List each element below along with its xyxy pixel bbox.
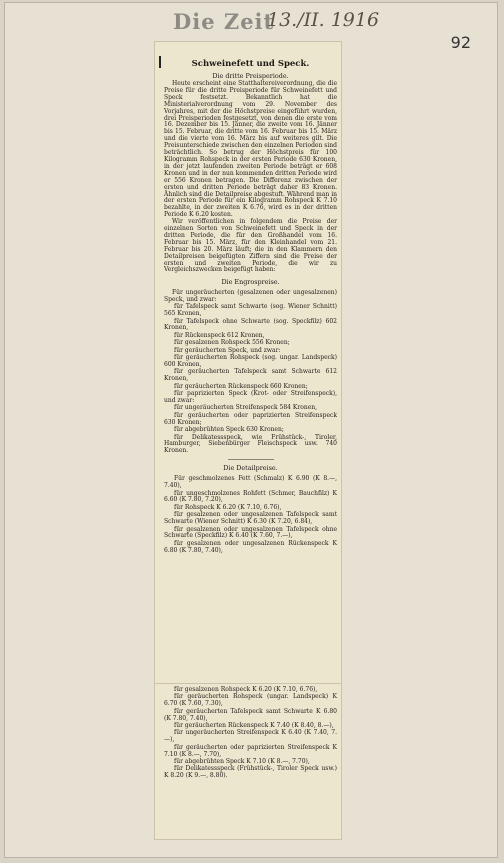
article-column-continued — [155, 684, 341, 780]
engros-intro: Für ungeräucherten (gesalzenen oder ungesalzenen) Speck, und zwar: — [164, 289, 337, 304]
article-paragraph: Wir veröffentlichen in folgendem die Preise der einzelnen Sorten von Schweinefett und Speck in der dritten Periode, die für den Großhandel vom 16. Februar bis 15. März, für den Kleinhandel vom 21. Februar bis 20. März läuft; die in den Klammern den Detailpreisen beigefügten Ziffern sind die Preise der ersten und zweiten Periode, die wir zu Vergleichszwecken beigefügt haben: — [164, 218, 337, 274]
price-item: für Rückenspeck 612 Kronen, — [174, 331, 265, 339]
price-item: für Tafelspeck ohne Schwarte (sog. Speckfilz) 602 Kronen, — [164, 317, 337, 332]
price-item: für geräucherten Speck, und zwar: — [174, 346, 281, 354]
price-item: für gesalzenen Rohspeck 556 Kronen; — [174, 339, 290, 347]
price-item: für geräucherten Rohspeck (sog. ungar. Landspeck) 600 Kronen, — [164, 354, 337, 368]
price-item: für geräucherten Tafelspeck samt Schwarte 612 Kronen, — [164, 368, 337, 383]
page-number: 92 — [450, 33, 471, 52]
price-item: für gesalzenen Rohspeck K 6.20 (K 7.10, 6.76), — [174, 686, 318, 693]
price-item: für gesalzenen oder ungesalzenen Rückenspeck K 6.80 (K 7.80, 7.40), — [164, 539, 337, 554]
handwritten-date: 13./II. 1916 — [267, 9, 380, 31]
price-item: für geräucherten Rückenspeck 660 Kronen; — [174, 382, 308, 390]
section-heading-engros: Die Engrospreise. — [221, 278, 280, 287]
price-item: für gesalzenen oder ungesalzenen Tafelspeck ohne Schwarte (Speckfilz) K 6.40 (K 7.60, 7.—), — [164, 525, 337, 540]
article-title: Schweinefett und Speck. — [191, 59, 310, 69]
section-heading-detail: Die Detailpreise. — [223, 464, 278, 473]
price-item: für ungeschmolzenes Rohfett (Schmer, Bauchfilz) K 6.60 (K 7.80, 7.20), — [164, 489, 337, 504]
price-item: für geräucherten Tafelspeck samt Schwarte K 6.80 (K 7.80, 7.40), — [164, 707, 337, 722]
price-item: für paprizierten Speck (Krot- oder Streifenspeck), und zwar: — [164, 390, 337, 404]
newspaper-masthead: Die Zeit — [173, 9, 275, 34]
price-item: für ungeräucherten Streifenspeck K 6.40 (K 7.40, 7.—), — [164, 729, 337, 744]
article-subtitle: Die dritte Preisperiode. — [212, 72, 289, 80]
section-divider — [228, 459, 274, 460]
price-item: für abgebrühten Speck K 7.10 (K 8.—, 7.70), — [174, 758, 310, 766]
margin-mark — [159, 56, 161, 68]
price-item: für ungeräucherten Streifenspeck 584 Kronen, — [174, 404, 318, 412]
price-item: für geräucherten Rückenspeck K 7.40 (K 8.40, 8.—), — [174, 722, 334, 730]
price-item: für Delikatessspeck, wie Frühstück-, Tiroler, Hamburger, Siebenbürger Fleischspeck usw. 740 Kronen. — [164, 433, 337, 455]
price-item: für geräucherten oder paprizierten Streifenspeck K 7.10 (K 8.—, 7.70), — [164, 743, 337, 758]
price-item: für geräucherten Rohspeck (ungar. Landspeck) K 6.70 (K 7.60, 7.30), — [164, 693, 337, 708]
price-item: für gesalzenen oder ungesalzenen Tafelspeck samt Schwarte (Wiener Schnitt) K 6.30 (K 7.20, 6.84), — [164, 511, 337, 526]
price-item: für Delikatessspeck (Frühstück-, Tiroler Speck usw.) K 8.20 (K 9.—, 8.80). — [164, 765, 337, 780]
price-item: Für geschmolzenes Fett (Schmalz) K 6.90 (K 8.—, 7.40), — [164, 475, 337, 490]
newspaper-clipping-top — [155, 42, 341, 687]
price-item: für Rohspeck K 6.20 (K 7.10, 6.76), — [174, 503, 282, 511]
price-item: für Tafelspeck samt Schwarte (sog. Wiener Schnitt) 565 Kronen, — [164, 303, 337, 318]
price-item: für geräucherten oder paprizierten Streifenspeck 630 Kronen; — [164, 411, 337, 426]
article-paragraph: Heute erscheint eine Statthaltereiverordnung, die die Preise für die dritte Preisperiode für Schweinefett und Speck festsetzt. Bekanntlich hat die Ministerialverordnung vom 29. November des Vorjahres, mit der die Höchstpreise eingeführt wurden, drei Preisperioden festgesetzt, von denen die erste vom 16. Dezember bis 15. Jänner, die zweite vom 16. Jänner bis 15. Februar, die dritte vom 16. Februar bis 15. März und die vierte vom 16. März bis auf weiteres gilt. Die Preisunterschiede zwischen den einzelnen Perioden sind beträchtlich. So betrug der Höchstpreis für 100 Kilogramm Rohspeck in der ersten Periode 630 Kronen, in der jetzt laufenden zweiten Periode beträgt er 608 Kronen und in der nun kommenden dritten Periode wird er 556 Kronen betragen. Die Differenz zwischen der ersten und dritten Periode beträgt daher 83 Kronen. Ähnlich sind die Detailpreise abgestuft. Während man in der ersten Periode für ein Kilogramm Rohspeck K 7.10 bezahlte, in der zweiten K 6.76, wird es in der dritten Periode K 6.20 kosten. — [164, 80, 337, 219]
price-item: für abgebrühten Speck 630 Kronen; — [174, 426, 284, 434]
article-column — [155, 42, 341, 555]
newspaper-clipping-bottom — [155, 684, 341, 839]
